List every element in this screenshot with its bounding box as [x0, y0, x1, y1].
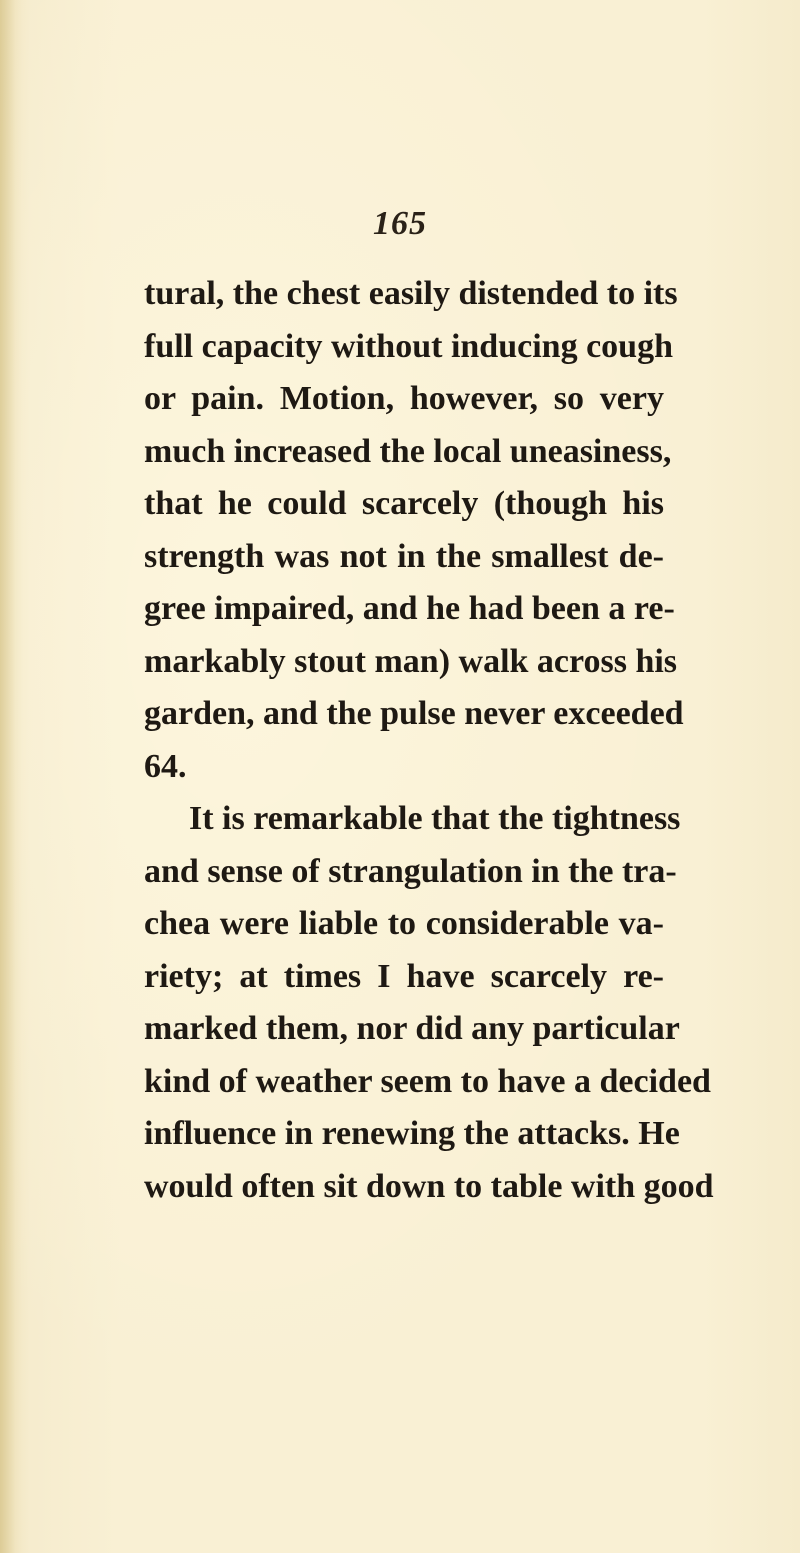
text-line: kind of weather seem to have a decided [144, 1062, 711, 1100]
text-line: that he could scarcely (though his [144, 485, 664, 522]
text-line: It is remarkable that the tightness [189, 800, 681, 837]
text-line: strength was not in the smallest de- [144, 537, 664, 575]
text-line: markably stout man) walk across his [144, 642, 678, 680]
text-line: would often sit down to table with good [144, 1167, 714, 1205]
text-line: riety; at times I have scarcely re- [144, 957, 664, 995]
text-line: full capacity without inducing cough [144, 327, 673, 365]
text-line: tural, the chest easily distended to its [144, 275, 678, 312]
text-line: much increased the local uneasiness, [144, 432, 672, 470]
text-line: 64. [144, 747, 187, 785]
text-line: marked them, nor did any particular [144, 1010, 680, 1047]
text-line: garden, and the pulse never exceeded [144, 695, 684, 732]
text-line: and sense of strangulation in the tra- [144, 852, 677, 890]
text-line: or pain. Motion, however, so very [144, 380, 664, 417]
body-text [144, 268, 714, 1213]
text-line: influence in renewing the attacks. He [144, 1115, 680, 1152]
text-line: chea were liable to considerable va- [144, 905, 664, 942]
page-number: 165 [373, 205, 427, 242]
text-line: gree impaired, and he had been a re- [144, 590, 675, 627]
